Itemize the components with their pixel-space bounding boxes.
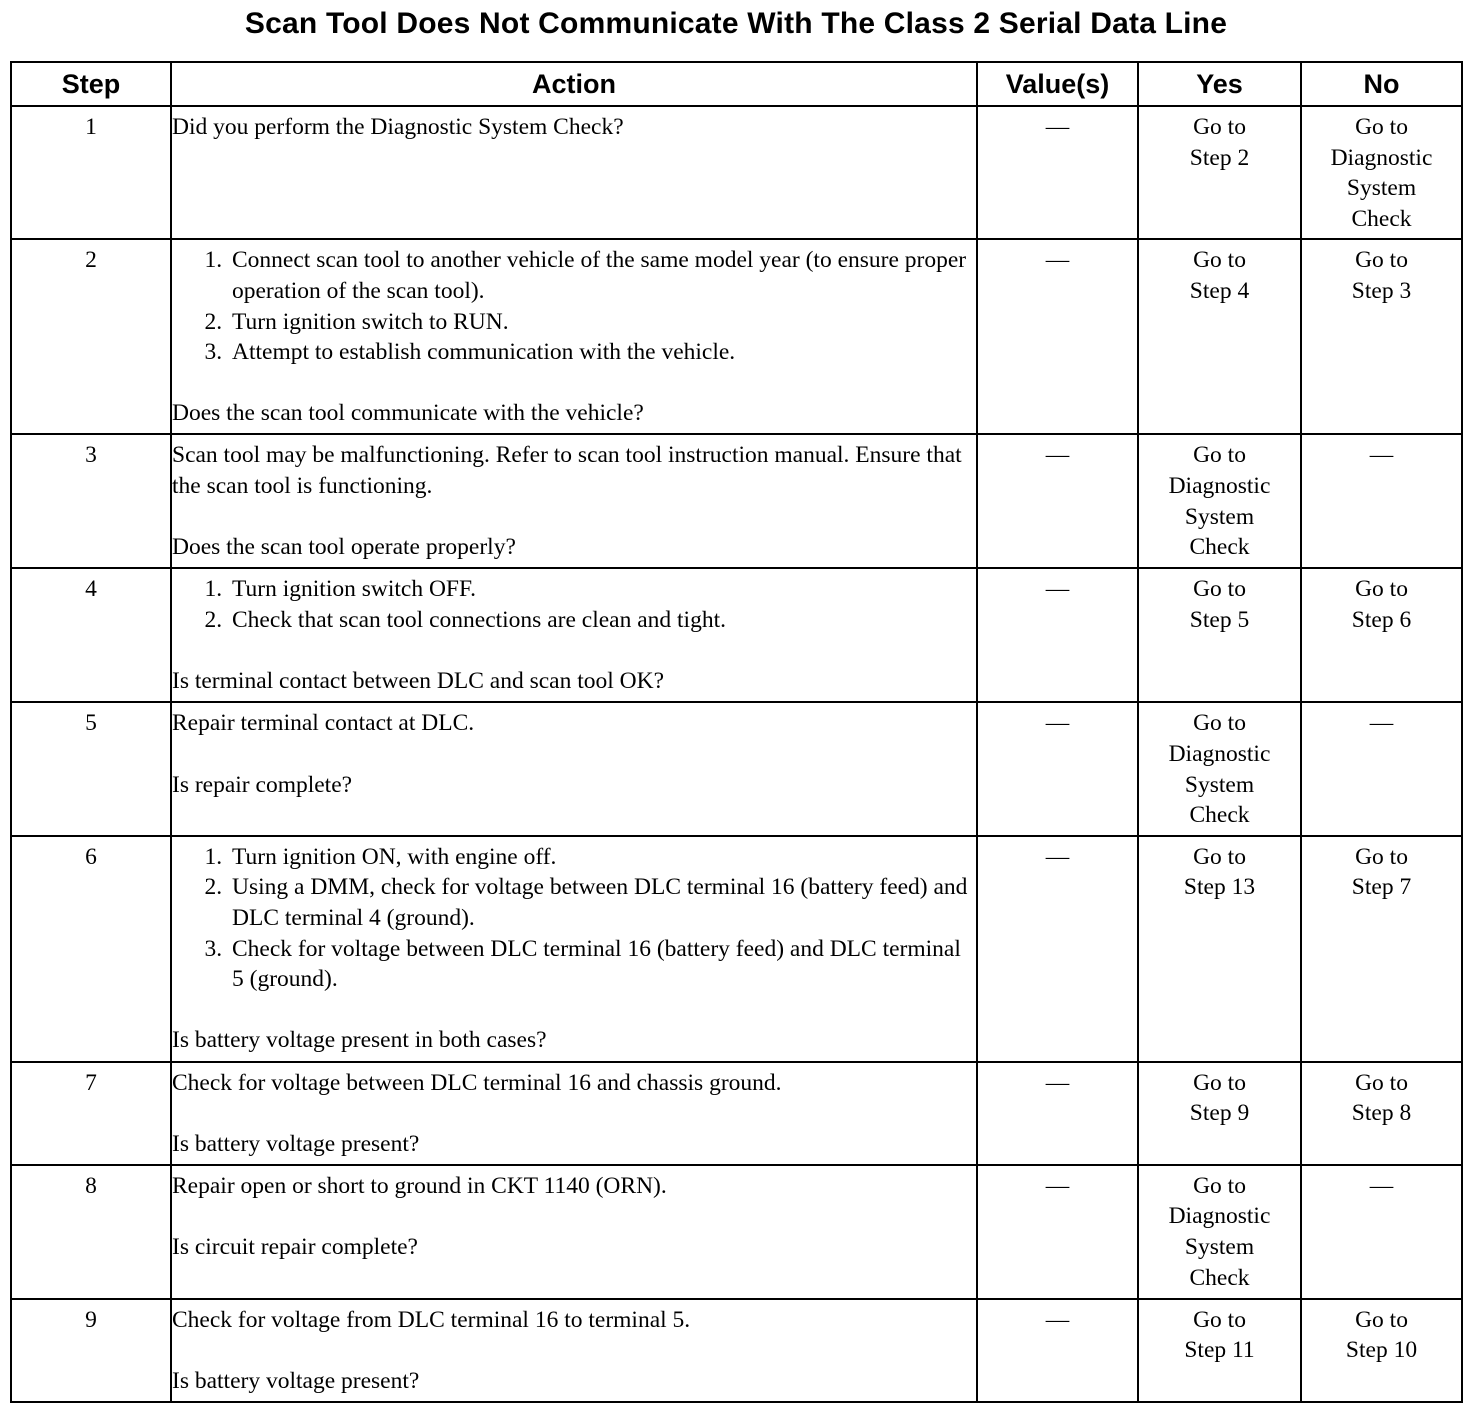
yes-line: Step 4: [1189, 277, 1250, 304]
no-line: Step 8: [1351, 1100, 1412, 1127]
no-line: Step 3: [1351, 277, 1412, 304]
value-cell: [977, 836, 1138, 1062]
value-cell: [977, 568, 1138, 702]
yes-line: Step 5: [1189, 606, 1250, 633]
action-question: Is battery voltage present?: [172, 1367, 420, 1394]
no-cell: [1301, 106, 1462, 239]
yes-line: Go to: [1193, 843, 1246, 870]
no-cell: [1301, 836, 1462, 1062]
action-question: Does the scan tool operate properly?: [172, 534, 516, 561]
value-cell: [977, 1062, 1138, 1165]
yes-line: System: [1184, 1233, 1255, 1260]
action-text: Repair open or short to ground in CKT 1140 (ORN).: [172, 1172, 667, 1199]
table-row: [11, 239, 1462, 434]
yes-line: Go to: [1193, 442, 1246, 469]
no-line: Check: [1351, 205, 1412, 232]
action-question: Is terminal contact between DLC and scan tool OK?: [172, 668, 665, 695]
yes-line: Go to: [1193, 710, 1246, 737]
action-step-item: 1. Turn ignition switch OFF.: [228, 574, 976, 605]
action-step-item: 3. Attempt to establish communication with the vehicle.: [228, 337, 976, 368]
value-text: —: [1045, 1306, 1070, 1333]
table-row: [11, 568, 1462, 702]
step-number: 3: [11, 434, 171, 568]
no-line: Go to: [1355, 114, 1408, 140]
spacer: [172, 1098, 976, 1129]
value-text: —: [1045, 576, 1070, 603]
value-text: —: [1045, 1172, 1070, 1199]
yes-cell: [1138, 1299, 1301, 1402]
yes-line: Check: [1189, 802, 1250, 829]
value-text: —: [1045, 442, 1070, 469]
yes-cell: [1138, 702, 1301, 835]
table-row: [11, 106, 1462, 239]
value-cell: [977, 239, 1138, 434]
value-text: —: [1045, 1069, 1070, 1096]
action-cell: [171, 106, 977, 239]
action-text: Scan tool may be malfunctioning. Refer to scan tool instruction manual. Ensure that the scan tool is functioning.: [172, 442, 962, 499]
no-line: Diagnostic: [1330, 144, 1433, 171]
no-line: Step 7: [1351, 874, 1412, 901]
no-cell: [1301, 568, 1462, 702]
no-cell: [1301, 702, 1462, 835]
no-cell: [1301, 239, 1462, 434]
value-cell: [977, 106, 1138, 239]
diagnostic-table: [10, 61, 1463, 1403]
action-cell: [171, 1062, 977, 1165]
spacer: [172, 368, 976, 399]
action-text: Check for voltage between DLC terminal 16 and chassis ground.: [172, 1069, 782, 1096]
action-question: Is repair complete?: [172, 771, 353, 798]
yes-line: Go to: [1193, 576, 1246, 603]
action-steps: [172, 245, 976, 367]
no-line: Go to: [1355, 1069, 1408, 1096]
step-number: 8: [11, 1165, 171, 1299]
yes-line: Diagnostic: [1168, 1203, 1271, 1230]
action-cell: [171, 836, 977, 1062]
action-cell: [171, 434, 977, 568]
action-cell: [171, 568, 977, 702]
value-text: —: [1045, 843, 1070, 870]
spacer: [172, 502, 976, 533]
action-step-item: 2. Using a DMM, check for voltage between DLC terminal 16 (battery feed) and DLC terminal 4 (ground).: [228, 872, 976, 933]
header-action: Action: [171, 62, 977, 106]
step-number: 6: [11, 836, 171, 1062]
header-step: Step: [11, 62, 171, 106]
no-cell: [1301, 1165, 1462, 1299]
yes-cell: [1138, 836, 1301, 1062]
yes-line: Go to: [1193, 1069, 1246, 1096]
no-line: System: [1346, 175, 1417, 202]
yes-line: Diagnostic: [1168, 740, 1271, 767]
action-cell: [171, 702, 977, 835]
no-cell: [1301, 1299, 1462, 1402]
action-step-item: 1. Turn ignition ON, with engine off.: [228, 842, 976, 873]
action-step-item: 2. Turn ignition switch to RUN.: [228, 307, 976, 338]
header-no: No: [1301, 62, 1462, 106]
action-text: Check for voltage from DLC terminal 16 to terminal 5.: [172, 1306, 691, 1333]
spacer: [172, 1201, 976, 1232]
action-text: Did you perform the Diagnostic System Check?: [172, 114, 624, 140]
no-cell: [1301, 434, 1462, 568]
step-number: 5: [11, 702, 171, 835]
step-number: 4: [11, 568, 171, 702]
spacer: [172, 995, 976, 1026]
yes-cell: [1138, 106, 1301, 239]
no-line: Step 10: [1345, 1337, 1418, 1364]
table-row: [11, 836, 1462, 1062]
table-row: [11, 702, 1462, 835]
action-text: Repair terminal contact at DLC.: [172, 710, 475, 737]
action-steps: [172, 574, 976, 635]
header-values: Value(s): [977, 62, 1138, 106]
yes-line: Go to: [1193, 114, 1246, 140]
action-steps: [172, 842, 976, 995]
yes-cell: [1138, 1165, 1301, 1299]
action-question: Is circuit repair complete?: [172, 1233, 418, 1260]
step-number: 1: [11, 106, 171, 239]
step-number: 2: [11, 239, 171, 434]
action-cell: [171, 239, 977, 434]
spacer: [172, 739, 976, 770]
action-cell: [171, 1165, 977, 1299]
no-line: —: [1369, 710, 1394, 737]
yes-cell: [1138, 1062, 1301, 1165]
value-cell: [977, 1299, 1138, 1402]
action-question: Does the scan tool communicate with the vehicle?: [172, 400, 644, 427]
action-step-item: 2. Check that scan tool connections are clean and tight.: [228, 605, 976, 636]
yes-cell: [1138, 434, 1301, 568]
value-cell: [977, 1165, 1138, 1299]
yes-line: Step 2: [1189, 144, 1250, 171]
yes-line: Step 11: [1184, 1337, 1255, 1364]
action-cell: [171, 1299, 977, 1402]
no-line: Go to: [1355, 247, 1408, 274]
value-text: —: [1045, 247, 1070, 274]
action-question: Is battery voltage present in both cases?: [172, 1027, 547, 1054]
yes-line: Go to: [1193, 1306, 1246, 1333]
yes-cell: [1138, 239, 1301, 434]
yes-line: System: [1184, 771, 1255, 798]
header-row: [11, 62, 1462, 106]
no-line: Step 6: [1351, 606, 1412, 633]
yes-line: Check: [1189, 1264, 1250, 1291]
yes-line: Step 13: [1183, 874, 1256, 901]
spacer: [172, 636, 976, 667]
no-line: Go to: [1355, 576, 1408, 603]
table-row: [11, 434, 1462, 568]
value-cell: [977, 702, 1138, 835]
action-step-item: 3. Check for voltage between DLC terminal 16 (battery feed) and DLC terminal 5 (ground).: [228, 934, 976, 995]
yes-line: System: [1184, 503, 1255, 530]
header-yes: Yes: [1138, 62, 1301, 106]
no-cell: [1301, 1062, 1462, 1165]
yes-cell: [1138, 568, 1301, 702]
table-row: [11, 1165, 1462, 1299]
no-line: —: [1369, 442, 1394, 469]
yes-line: Step 9: [1189, 1100, 1250, 1127]
action-step-item: 1. Connect scan tool to another vehicle of the same model year (to ensure proper operation of the scan tool).: [228, 245, 976, 306]
step-number: 9: [11, 1299, 171, 1402]
table-body: [11, 106, 1462, 1402]
yes-line: Go to: [1193, 247, 1246, 274]
spacer: [172, 1335, 976, 1366]
value-cell: [977, 434, 1138, 568]
yes-line: Diagnostic: [1168, 472, 1271, 499]
table-row: [11, 1062, 1462, 1165]
page-title: Scan Tool Does Not Communicate With The Class 2 Serial Data Line: [244, 7, 1228, 40]
value-text: —: [1045, 114, 1070, 140]
action-question: Is battery voltage present?: [172, 1130, 420, 1157]
table-row: [11, 1299, 1462, 1402]
yes-line: Go to: [1193, 1172, 1246, 1199]
no-line: Go to: [1355, 843, 1408, 870]
yes-line: Check: [1189, 534, 1250, 561]
value-text: —: [1045, 710, 1070, 737]
no-line: Go to: [1355, 1306, 1408, 1333]
no-line: —: [1369, 1172, 1394, 1199]
step-number: 7: [11, 1062, 171, 1165]
